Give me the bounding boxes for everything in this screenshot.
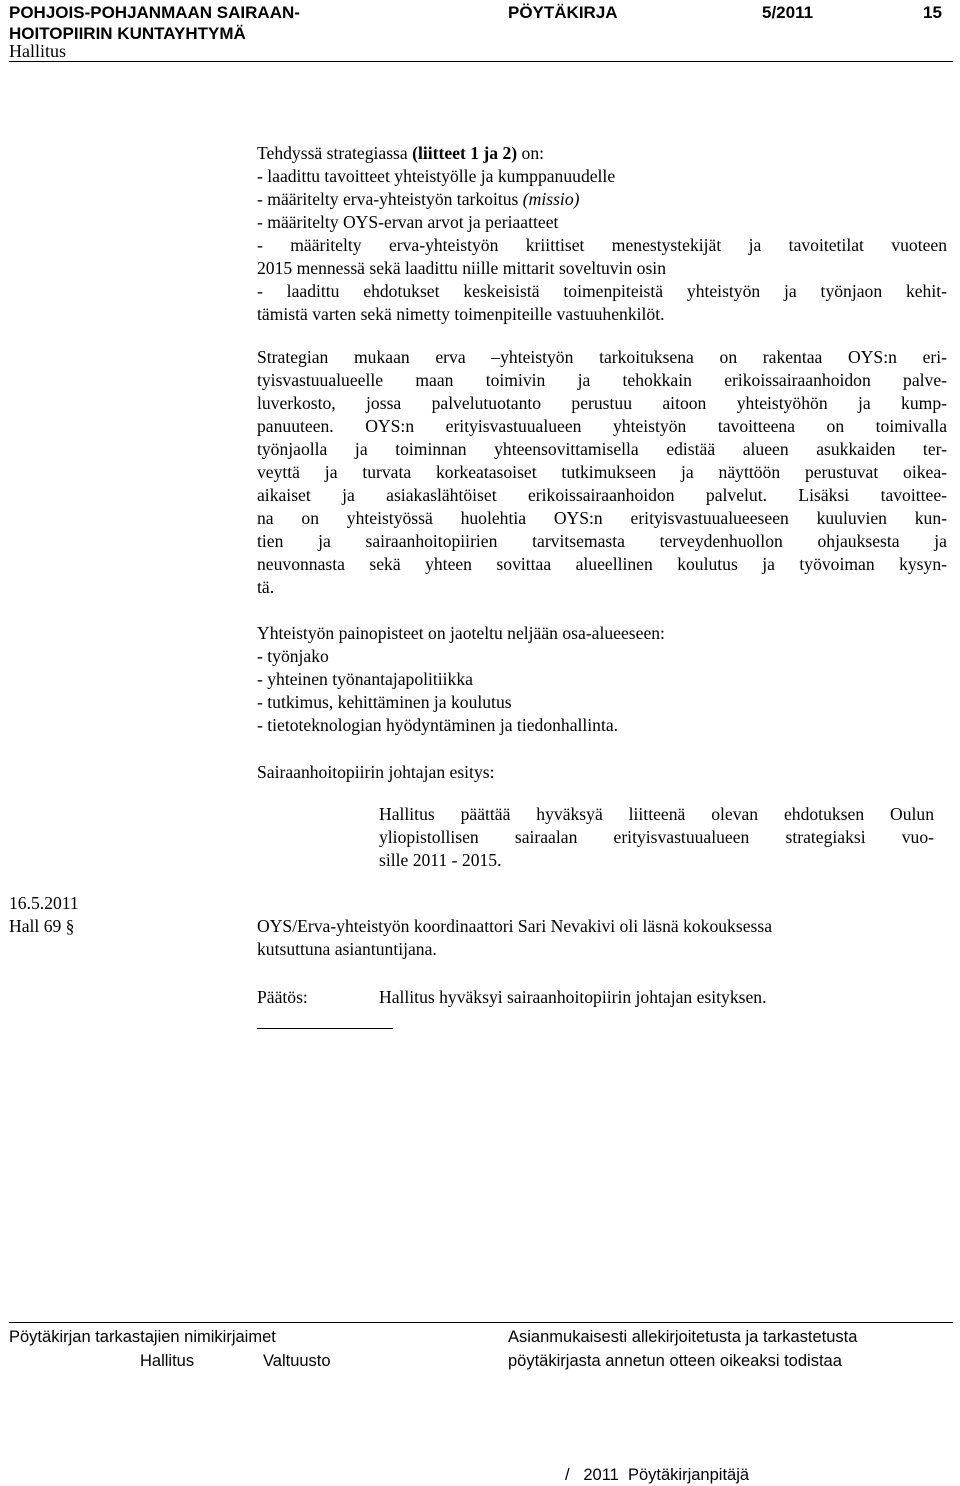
proposal-line: sille 2011 - 2015. (379, 850, 502, 870)
header-organization (9, 2, 369, 44)
paragraph-line: tyisvastuualueelle maan toimivin ja tehokkain erikoissairaanhoidon palve- (257, 370, 947, 390)
focus-item: - tietoteknologian hyödyntäminen ja tiedonhallinta. (257, 715, 619, 735)
decision-text: Hallitus hyväksyi sairaanhoitopiirin johtajan esityksen. (379, 987, 767, 1007)
footer-certification-line1: Asianmukaisesti allekirjoitetusta ja tarkastetusta (508, 1328, 858, 1346)
margin-section-reference: Hall 69 § (9, 916, 75, 936)
intro-lead: Tehdyssä strategiassa (liitteet 1 ja 2) on: (257, 143, 545, 163)
paragraph-line: na on yhteistyössä huolehtia OYS:n erityisvastuualueeseen kuuluvien kun- (257, 508, 947, 528)
focus-item: - työnjako (257, 646, 329, 666)
header-organization-line1: POHJOIS-POHJANMAAN SAIRAAN- (9, 3, 300, 22)
paragraph-line: Strategian mukaan erva –yhteistyön tarkoituksena on rakentaa OYS:n eri- (257, 347, 947, 367)
footer-initials-title: Pöytäkirjan tarkastajien nimikirjaimet (9, 1328, 276, 1346)
intro-item: - määritelty OYS-ervan arvot ja periaatteet (257, 212, 559, 232)
footer-divider (9, 1322, 953, 1323)
header-divider (9, 61, 953, 62)
section-end-rule (257, 1028, 393, 1029)
paragraph-line: aikaiset ja asiakaslähtöiset erikoissairaanhoidon palvelut. Lisäksi tavoittee- (257, 485, 947, 505)
paragraph-line: veyttä ja turvata korkeatasoiset tutkimukseen ja näyttöön perustuvat oikea- (257, 462, 947, 482)
intro-item: - laadittu tavoitteet yhteistyölle ja kumppanuudelle (257, 166, 616, 186)
decision-label: Päätös: (257, 987, 308, 1007)
proposal-text (379, 803, 934, 872)
header-organization-line2: HOITOPIIRIN KUNTAYHTYMÄ (9, 24, 246, 43)
intro-item-continuation: 2015 mennessä sekä laadittu niille mittarit soveltuvin osin (257, 258, 666, 278)
intro-item: - määritelty erva-yhteistyön tarkoitus (missio) (257, 189, 580, 209)
footer-certification-line2: pöytäkirjasta annetun otteen oikeaksi todistaa (508, 1352, 842, 1370)
footer-initials-council: Valtuusto (263, 1352, 331, 1370)
header-document-number: 5/2011 (762, 3, 814, 22)
intro-item-continuation: tämistä varten sekä nimetty toimenpiteille vastuuhenkilöt. (257, 304, 665, 324)
header-document-type: PÖYTÄKIRJA (508, 3, 618, 22)
paragraph-line: neuvonnasta sekä yhteen sovittaa alueellinen koulutus ja työvoiman kysyn- (257, 554, 947, 574)
margin-date: 16.5.2011 (9, 893, 79, 913)
proposal-label: Sairaanhoitopiirin johtajan esitys: (257, 762, 495, 782)
paragraph-line: luverkosto, jossa palvelutuotanto perustuu aitoon yhteistyöhön ja kump- (257, 393, 947, 413)
proposal-line: Hallitus päättää hyväksyä liitteenä olevan ehdotuksen Oulun (379, 804, 934, 824)
strategy-intro (257, 142, 947, 326)
paragraph-line: panuuteen. OYS:n erityisvastuualueen yhteistyön tavoitteena on toimivalla (257, 416, 947, 436)
focus-item: - tutkimus, kehittäminen ja koulutus (257, 692, 512, 712)
intro-item: - laadittu ehdotukset keskeisistä toimenpiteistä yhteistyön ja työnjaon kehit- (257, 281, 947, 301)
attachment-reference: (liitteet 1 ja 2) (412, 143, 518, 163)
focus-heading: Yhteistyön painopisteet on jaoteltu neljään osa-alueeseen: (257, 623, 665, 643)
proposal-line: yliopistollisen sairaalan erityisvastuualueen strategiaksi vuo- (379, 827, 934, 847)
paragraph-line: työnjaolla ja toiminnan yhteensovittamisella edistää alueen asukkaiden ter- (257, 439, 947, 459)
header-page-number: 15 (923, 3, 942, 22)
focus-item: - yhteinen työnantajapolitiikka (257, 669, 473, 689)
attendance-line: kutsuttuna asiantuntijana. (257, 939, 437, 959)
footer-initials-board: Hallitus (140, 1352, 195, 1370)
focus-areas (257, 622, 947, 737)
intro-item: - määritelty erva-yhteistyön kriittiset menestystekijät ja tavoitetilat vuoteen (257, 235, 947, 255)
strategy-paragraph (257, 346, 947, 599)
header-section: Hallitus (9, 41, 66, 61)
paragraph-line: tien ja sairaanhoitopiirien tarvitsemasta terveydenhuollon ohjauksesta ja (257, 531, 947, 551)
footer-minutes-keeper: / 2011 Pöytäkirjanpitäjä (565, 1466, 750, 1484)
attendance-line: OYS/Erva-yhteistyön koordinaattori Sari Nevakivi oli läsnä kokouksessa (257, 916, 773, 936)
attendance-note (257, 915, 947, 961)
paragraph-line: tä. (257, 577, 275, 597)
